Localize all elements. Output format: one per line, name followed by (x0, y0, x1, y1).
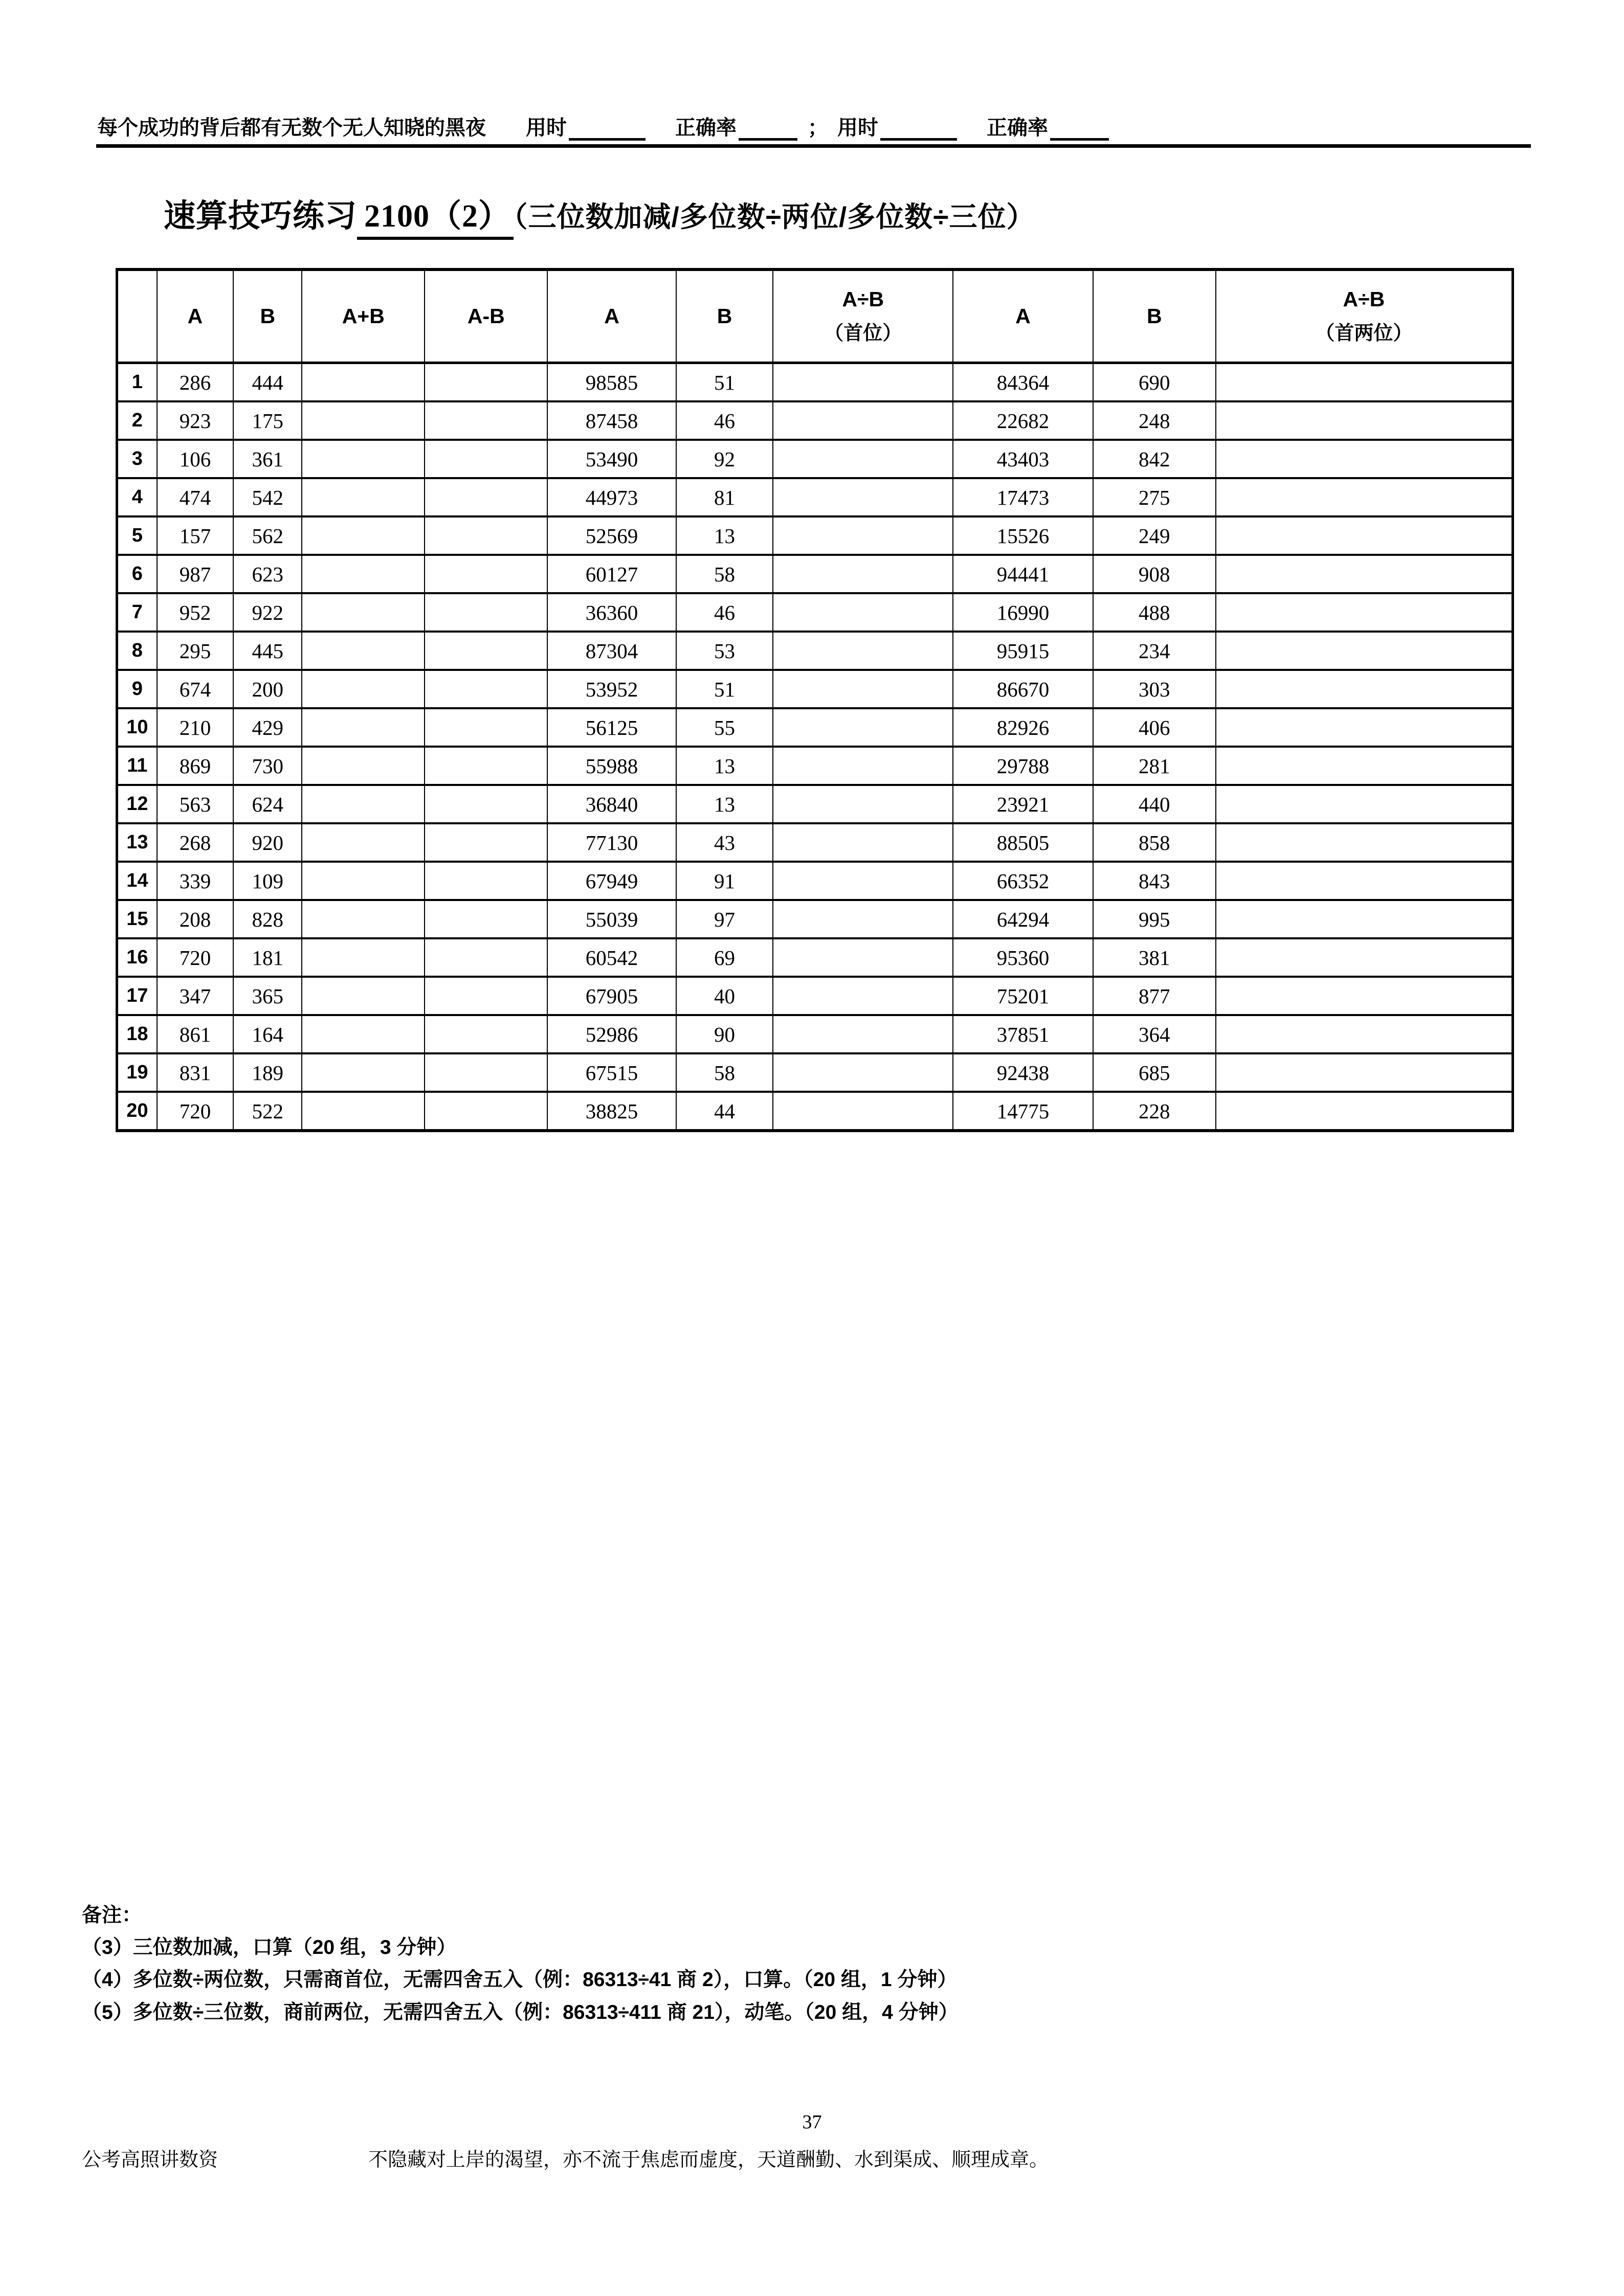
cell-a1: 295 (157, 632, 234, 670)
practice-table (116, 268, 1514, 1132)
cell-a1: 674 (157, 670, 234, 708)
cell-quotient1-answer[interactable] (773, 862, 953, 900)
cell-b2: 91 (676, 862, 773, 900)
cell-sum-answer[interactable] (302, 555, 425, 593)
cell-a3: 75201 (953, 977, 1093, 1015)
cell-a3: 43403 (953, 440, 1093, 478)
header-separator: ； (808, 116, 828, 139)
cell-diff-answer[interactable] (425, 440, 547, 478)
cell-diff-answer[interactable] (425, 1092, 547, 1131)
col-header-quotient-first-digit (773, 269, 953, 363)
cell-a3: 86670 (953, 670, 1093, 708)
cell-sum-answer[interactable] (302, 401, 425, 440)
cell-quotient2-answer[interactable] (1216, 670, 1513, 708)
cell-quotient1-answer[interactable] (773, 1015, 953, 1053)
notes-block (82, 1899, 1565, 2029)
cell-a1: 210 (157, 708, 234, 747)
cell-a3: 23921 (953, 785, 1093, 823)
cell-b2: 58 (676, 1053, 773, 1092)
cell-b1: 623 (233, 555, 302, 593)
cell-b1: 200 (233, 670, 302, 708)
cell-quotient1-answer[interactable] (773, 593, 953, 632)
cell-b3: 690 (1093, 363, 1216, 402)
cell-b2: 13 (676, 516, 773, 555)
cell-quotient2-answer[interactable] (1216, 1053, 1513, 1092)
table-row (117, 593, 1513, 632)
cell-a2: 53490 (547, 440, 676, 478)
cell-diff-answer[interactable] (425, 555, 547, 593)
cell-b1: 164 (233, 1015, 302, 1053)
accuracy-blank-1[interactable] (739, 138, 797, 141)
cell-diff-answer[interactable] (425, 785, 547, 823)
cell-b3: 858 (1093, 823, 1216, 862)
row-index: 13 (117, 823, 157, 862)
time-blank-1[interactable] (569, 138, 646, 141)
cell-quotient2-answer[interactable] (1216, 401, 1513, 440)
table-row (117, 1015, 1513, 1053)
cell-b1: 361 (233, 440, 302, 478)
cell-sum-answer[interactable] (302, 363, 425, 402)
notes-label: 备注： (82, 1904, 142, 1926)
cell-sum-answer[interactable] (302, 593, 425, 632)
col-header-index (117, 269, 157, 363)
cell-quotient1-answer[interactable] (773, 708, 953, 747)
cell-quotient1-answer[interactable] (773, 632, 953, 670)
cell-diff-answer[interactable] (425, 670, 547, 708)
cell-a3: 82926 (953, 708, 1093, 747)
cell-quotient2-answer[interactable] (1216, 708, 1513, 747)
row-index: 18 (117, 1015, 157, 1053)
row-index: 9 (117, 670, 157, 708)
cell-b2: 46 (676, 593, 773, 632)
cell-quotient2-answer[interactable] (1216, 823, 1513, 862)
cell-a2: 67905 (547, 977, 676, 1015)
cell-a1: 831 (157, 1053, 234, 1092)
cell-a2: 67949 (547, 862, 676, 900)
table-row (117, 785, 1513, 823)
cell-a3: 66352 (953, 862, 1093, 900)
cell-diff-answer[interactable] (425, 363, 547, 402)
cell-a2: 36360 (547, 593, 676, 632)
cell-a3: 14775 (953, 1092, 1093, 1131)
row-index: 15 (117, 900, 157, 938)
cell-b1: 181 (233, 938, 302, 977)
cell-a1: 952 (157, 593, 234, 632)
cell-b1: 109 (233, 862, 302, 900)
cell-b1: 730 (233, 747, 302, 785)
cell-b3: 995 (1093, 900, 1216, 938)
col-header-a3: A (953, 269, 1093, 363)
cell-sum-answer[interactable] (302, 708, 425, 747)
cell-b1: 920 (233, 823, 302, 862)
cell-b2: 13 (676, 785, 773, 823)
table-row (117, 708, 1513, 747)
note-line-3: （3）三位数加减，口算（20 组，3 分钟） (82, 1937, 457, 1959)
cell-b1: 522 (233, 1092, 302, 1131)
cell-b3: 234 (1093, 632, 1216, 670)
cell-b2: 46 (676, 401, 773, 440)
cell-quotient2-answer[interactable] (1216, 862, 1513, 900)
table-row (117, 516, 1513, 555)
cell-b3: 249 (1093, 516, 1216, 555)
cell-quotient2-answer[interactable] (1216, 363, 1513, 402)
row-index: 10 (117, 708, 157, 747)
time-label-1: 用时 (526, 116, 567, 139)
cell-a1: 861 (157, 1015, 234, 1053)
col-header-b3: B (1093, 269, 1216, 363)
cell-b1: 624 (233, 785, 302, 823)
cell-quotient2-answer[interactable] (1216, 1092, 1513, 1131)
running-head (97, 105, 1529, 141)
cell-sum-answer[interactable] (302, 516, 425, 555)
footer-brand: 公考高照讲数资 (82, 2149, 218, 2171)
cell-sum-answer[interactable] (302, 862, 425, 900)
row-index: 7 (117, 593, 157, 632)
table-row (117, 555, 1513, 593)
row-index: 19 (117, 1053, 157, 1092)
row-index: 11 (117, 747, 157, 785)
cell-sum-answer[interactable] (302, 1015, 425, 1053)
row-index: 4 (117, 478, 157, 516)
cell-a1: 157 (157, 516, 234, 555)
cell-a2: 67515 (547, 1053, 676, 1092)
page-number: 37 (802, 2111, 822, 2133)
cell-a1: 474 (157, 478, 234, 516)
cell-b2: 69 (676, 938, 773, 977)
cell-quotient1-answer[interactable] (773, 516, 953, 555)
table-row (117, 1092, 1513, 1131)
cell-b2: 44 (676, 1092, 773, 1131)
cell-quotient1-answer[interactable] (773, 823, 953, 862)
col-header-quotient-first-two-digits (1216, 269, 1513, 363)
cell-diff-answer[interactable] (425, 938, 547, 977)
cell-a1: 106 (157, 440, 234, 478)
cell-diff-answer[interactable] (425, 708, 547, 747)
row-index: 8 (117, 632, 157, 670)
cell-a2: 55039 (547, 900, 676, 938)
table-row (117, 401, 1513, 440)
cell-b3: 275 (1093, 478, 1216, 516)
cell-a3: 94441 (953, 555, 1093, 593)
row-index: 2 (117, 401, 157, 440)
cell-a3: 64294 (953, 900, 1093, 938)
cell-quotient2-answer[interactable] (1216, 632, 1513, 670)
cell-quotient2-answer[interactable] (1216, 785, 1513, 823)
cell-sum-answer[interactable] (302, 632, 425, 670)
cell-a1: 563 (157, 785, 234, 823)
cell-b3: 877 (1093, 977, 1216, 1015)
table-row (117, 938, 1513, 977)
cell-a3: 29788 (953, 747, 1093, 785)
cell-b3: 228 (1093, 1092, 1216, 1131)
cell-sum-answer[interactable] (302, 478, 425, 516)
cell-sum-answer[interactable] (302, 670, 425, 708)
cell-b3: 406 (1093, 708, 1216, 747)
col-header-sum: A+B (302, 269, 425, 363)
cell-b1: 445 (233, 632, 302, 670)
cell-a3: 84364 (953, 363, 1093, 402)
cell-a3: 16990 (953, 593, 1093, 632)
cell-quotient1-answer[interactable] (773, 1053, 953, 1092)
cell-b3: 248 (1093, 401, 1216, 440)
note-line-4: （4）多位数÷两位数，只需商首位，无需四舍五入（例：86313÷41 商 2），口算。（20 组，1 分钟） (82, 1969, 958, 1991)
cell-b3: 440 (1093, 785, 1216, 823)
time-blank-2[interactable] (880, 138, 957, 141)
cell-a1: 869 (157, 747, 234, 785)
table-row (117, 823, 1513, 862)
cell-b2: 43 (676, 823, 773, 862)
col-header-b2: B (676, 269, 773, 363)
cell-a3: 22682 (953, 401, 1093, 440)
cell-diff-answer[interactable] (425, 516, 547, 555)
cell-b2: 81 (676, 478, 773, 516)
cell-quotient1-answer[interactable] (773, 900, 953, 938)
cell-a2: 77130 (547, 823, 676, 862)
cell-b2: 58 (676, 555, 773, 593)
row-index: 17 (117, 977, 157, 1015)
cell-quotient2-answer[interactable] (1216, 900, 1513, 938)
cell-sum-answer[interactable] (302, 785, 425, 823)
row-index: 5 (117, 516, 157, 555)
table-row (117, 440, 1513, 478)
cell-a3: 15526 (953, 516, 1093, 555)
cell-quotient2-answer[interactable] (1216, 478, 1513, 516)
cell-quotient1-answer[interactable] (773, 401, 953, 440)
cell-quotient2-answer[interactable] (1216, 555, 1513, 593)
cell-sum-answer[interactable] (302, 823, 425, 862)
cell-b1: 922 (233, 593, 302, 632)
table-row (117, 363, 1513, 402)
table-header-row (117, 269, 1513, 363)
row-index: 12 (117, 785, 157, 823)
header-rule (96, 144, 1531, 148)
quotient1-note: （首位） (824, 323, 902, 345)
cell-quotient2-answer[interactable] (1216, 977, 1513, 1015)
cell-diff-answer[interactable] (425, 823, 547, 862)
cell-sum-answer[interactable] (302, 938, 425, 977)
col-header-a1: A (157, 269, 234, 363)
note-line-5: （5）多位数÷三位数，商前两位，无需四舍五入（例：86313÷411 商 21），动笔。（20 组，4 分钟） (82, 2001, 959, 2023)
cell-a1: 720 (157, 1092, 234, 1131)
cell-a2: 52986 (547, 1015, 676, 1053)
title-subtitle: （三位数加减/多位数÷两位/多位数÷三位） (514, 201, 1035, 233)
cell-quotient1-answer[interactable] (773, 785, 953, 823)
cell-a1: 987 (157, 555, 234, 593)
cell-quotient2-answer[interactable] (1216, 516, 1513, 555)
table-body (117, 363, 1513, 1131)
cell-a3: 88505 (953, 823, 1093, 862)
cell-diff-answer[interactable] (425, 593, 547, 632)
page-footer (82, 2144, 1565, 2172)
cell-b3: 303 (1093, 670, 1216, 708)
table-row (117, 747, 1513, 785)
cell-sum-answer[interactable] (302, 747, 425, 785)
cell-a3: 95915 (953, 632, 1093, 670)
cell-quotient1-answer[interactable] (773, 1092, 953, 1131)
cell-quotient1-answer[interactable] (773, 555, 953, 593)
cell-b1: 429 (233, 708, 302, 747)
cell-sum-answer[interactable] (302, 977, 425, 1015)
cell-a3: 17473 (953, 478, 1093, 516)
cell-sum-answer[interactable] (302, 900, 425, 938)
cell-b3: 281 (1093, 747, 1216, 785)
accuracy-label-1: 正确率 (675, 116, 737, 139)
cell-a3: 92438 (953, 1053, 1093, 1092)
row-index: 20 (117, 1092, 157, 1131)
cell-diff-answer[interactable] (425, 1053, 547, 1092)
cell-b1: 189 (233, 1053, 302, 1092)
cell-sum-answer[interactable] (302, 440, 425, 478)
quotient2-expr: A÷B (1343, 287, 1385, 311)
cell-quotient2-answer[interactable] (1216, 1015, 1513, 1053)
cell-diff-answer[interactable] (425, 900, 547, 938)
cell-a2: 53952 (547, 670, 676, 708)
cell-a2: 38825 (547, 1092, 676, 1131)
row-index: 6 (117, 555, 157, 593)
quotient2-note: （首两位） (1315, 323, 1413, 345)
cell-a2: 60127 (547, 555, 676, 593)
row-index: 3 (117, 440, 157, 478)
cell-a3: 95360 (953, 938, 1093, 977)
cell-b3: 381 (1093, 938, 1216, 977)
row-index: 1 (117, 363, 157, 402)
row-index: 14 (117, 862, 157, 900)
cell-b2: 55 (676, 708, 773, 747)
cell-b2: 51 (676, 363, 773, 402)
cell-quotient1-answer[interactable] (773, 938, 953, 977)
cell-b3: 364 (1093, 1015, 1216, 1053)
col-header-diff: A-B (425, 269, 547, 363)
table-row (117, 977, 1513, 1015)
cell-quotient2-answer[interactable] (1216, 593, 1513, 632)
cell-b1: 175 (233, 401, 302, 440)
page-title (164, 190, 1035, 236)
table-row (117, 900, 1513, 938)
table-row (117, 670, 1513, 708)
cell-quotient2-answer[interactable] (1216, 440, 1513, 478)
cell-a2: 60542 (547, 938, 676, 977)
cell-b3: 685 (1093, 1053, 1216, 1092)
cell-b2: 13 (676, 747, 773, 785)
time-label-2: 用时 (837, 116, 878, 139)
table-row (117, 478, 1513, 516)
cell-b1: 542 (233, 478, 302, 516)
cell-a2: 52569 (547, 516, 676, 555)
cell-b1: 562 (233, 516, 302, 555)
cell-diff-answer[interactable] (425, 977, 547, 1015)
cell-diff-answer[interactable] (425, 862, 547, 900)
table-row (117, 862, 1513, 900)
cell-quotient1-answer[interactable] (773, 977, 953, 1015)
cell-quotient1-answer[interactable] (773, 363, 953, 402)
cell-b1: 365 (233, 977, 302, 1015)
cell-a1: 720 (157, 938, 234, 977)
col-header-b1: B (233, 269, 302, 363)
cell-b1: 828 (233, 900, 302, 938)
cell-a2: 56125 (547, 708, 676, 747)
cell-b2: 51 (676, 670, 773, 708)
title-main: 速算技巧练习 (164, 198, 358, 234)
cell-b3: 488 (1093, 593, 1216, 632)
quotient1-expr: A÷B (842, 287, 884, 311)
cell-a1: 268 (157, 823, 234, 862)
cell-b3: 843 (1093, 862, 1216, 900)
cell-diff-answer[interactable] (425, 401, 547, 440)
col-header-a2: A (547, 269, 676, 363)
cell-a1: 208 (157, 900, 234, 938)
accuracy-label-2: 正确率 (987, 116, 1048, 139)
cell-a2: 87458 (547, 401, 676, 440)
table-row (117, 1053, 1513, 1092)
cell-quotient2-answer[interactable] (1216, 938, 1513, 977)
accuracy-blank-2[interactable] (1050, 138, 1109, 141)
cell-a2: 55988 (547, 747, 676, 785)
title-number: 2100（2） (357, 199, 514, 240)
cell-b1: 444 (233, 363, 302, 402)
cell-a3: 37851 (953, 1015, 1093, 1053)
cell-diff-answer[interactable] (425, 632, 547, 670)
motto-text: 每个成功的背后都有无数个无人知晓的黑夜 (97, 116, 486, 139)
cell-diff-answer[interactable] (425, 1015, 547, 1053)
cell-quotient1-answer[interactable] (773, 670, 953, 708)
cell-a1: 286 (157, 363, 234, 402)
cell-b2: 40 (676, 977, 773, 1015)
cell-a1: 339 (157, 862, 234, 900)
table-row (117, 632, 1513, 670)
cell-quotient1-answer[interactable] (773, 478, 953, 516)
cell-b3: 842 (1093, 440, 1216, 478)
cell-a2: 36840 (547, 785, 676, 823)
cell-b2: 92 (676, 440, 773, 478)
cell-a1: 923 (157, 401, 234, 440)
cell-b2: 53 (676, 632, 773, 670)
cell-b2: 97 (676, 900, 773, 938)
cell-diff-answer[interactable] (425, 478, 547, 516)
cell-a2: 44973 (547, 478, 676, 516)
cell-quotient1-answer[interactable] (773, 440, 953, 478)
row-index: 16 (117, 938, 157, 977)
cell-b2: 90 (676, 1015, 773, 1053)
cell-a2: 98585 (547, 363, 676, 402)
cell-sum-answer[interactable] (302, 1053, 425, 1092)
footer-quote: 不隐藏对上岸的渴望，亦不流于焦虑而虚度，天道酬勤、水到渠成、顺理成章。 (368, 2149, 1049, 2171)
cell-a2: 87304 (547, 632, 676, 670)
cell-sum-answer[interactable] (302, 1092, 425, 1131)
cell-quotient1-answer[interactable] (773, 747, 953, 785)
cell-diff-answer[interactable] (425, 747, 547, 785)
cell-a1: 347 (157, 977, 234, 1015)
cell-quotient2-answer[interactable] (1216, 747, 1513, 785)
cell-b3: 908 (1093, 555, 1216, 593)
